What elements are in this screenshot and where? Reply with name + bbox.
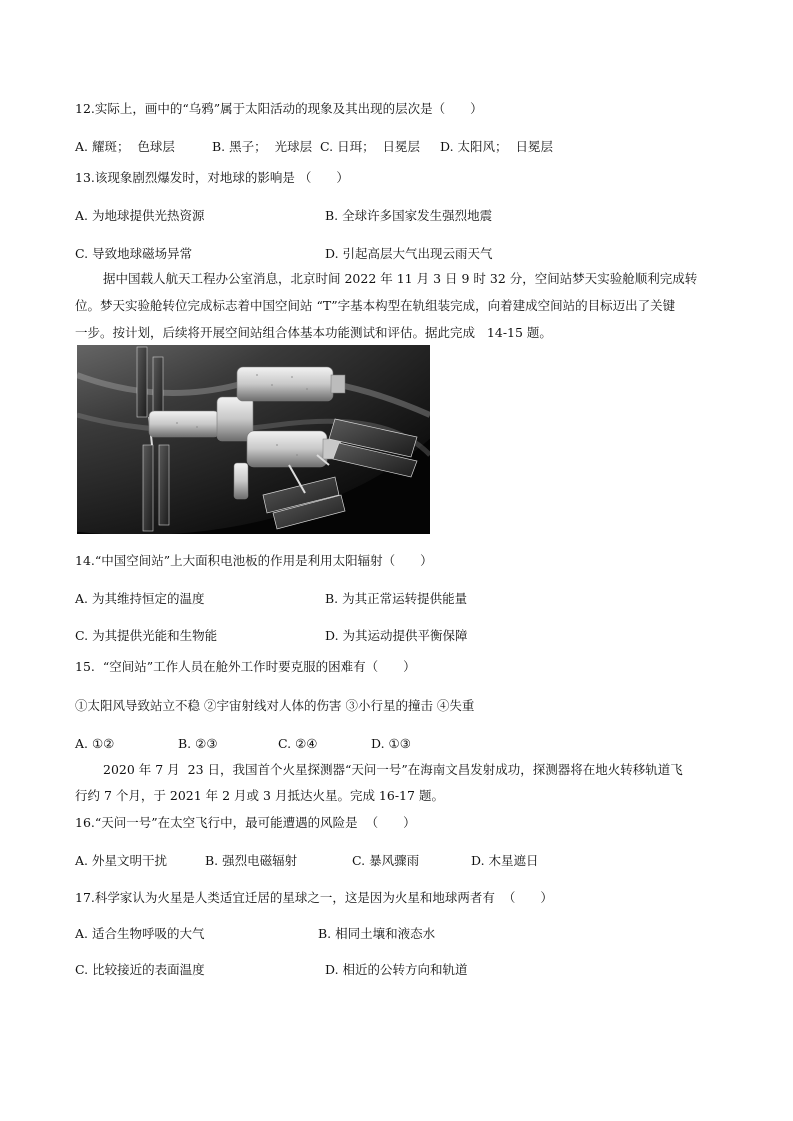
- q13-option-c: C. 导致地球磁场异常: [75, 246, 193, 261]
- q12-option-b: B. 黑子； 光球层: [212, 139, 313, 154]
- q13-option-a: A. 为地球提供光热资源: [75, 208, 205, 223]
- q15-option-a: A. ①②: [75, 736, 115, 751]
- q15-option-c: C. ②④: [278, 736, 318, 751]
- q13-stem: 13.该现象剧烈爆发时，对地球的影响是 （ ）: [75, 170, 349, 185]
- q12-stem: 12.实际上，画中的“乌鸦”属于太阳活动的现象及其出现的层次是（ ）: [75, 101, 483, 116]
- passage1-line2: 位。梦天实验舱转位完成标志着中国空间站 “T”字基本构型在轨组装完成，向着建成空间站的目标迈出了关键: [75, 298, 676, 313]
- q12-option-a: A. 耀斑； 色球层: [75, 139, 175, 154]
- q15-option-b: B. ②③: [178, 736, 218, 751]
- q17-option-c: C. 比较接近的表面温度: [75, 962, 205, 977]
- q16-stem: 16.“天问一号”在太空飞行中，最可能遭遇的风险是 （ ）: [75, 815, 416, 830]
- q16-option-d: D. 木星遮日: [471, 853, 539, 868]
- q14-option-d: D. 为其运动提供平衡保障: [325, 628, 468, 643]
- q14-option-c: C. 为其提供光能和生物能: [75, 628, 218, 643]
- passage2-line1: 2020 年 7 月 23 日，我国首个火星探测器“天问一号”在海南文昌发射成功，探测器将在地火转移轨道飞: [103, 762, 683, 777]
- q13-option-b: B. 全球许多国家发生强烈地震: [325, 208, 493, 223]
- q16-option-c: C. 暴风骤雨: [352, 853, 420, 868]
- q14-option-a: A. 为其维持恒定的温度: [75, 591, 205, 606]
- q12-option-d: D. 太阳风； 日冕层: [440, 139, 553, 154]
- q15-items: ①太阳风导致站立不稳 ②宇宙射线对人体的伤害 ③小行星的撞击 ④失重: [75, 698, 475, 713]
- q12-option-c: C. 日珥； 日冕层: [320, 139, 421, 154]
- space-station-photo: [77, 345, 430, 534]
- q17-stem: 17.科学家认为火星是人类适宜迁居的星球之一，这是因为火星和地球两者有 （ ）: [75, 890, 553, 905]
- q15-option-d: D. ①③: [371, 736, 411, 751]
- q15-stem: 15. “空间站”工作人员在舱外工作时要克服的困难有（ ）: [75, 659, 416, 674]
- passage1-line3: 一步。按计划，后续将开展空间站组合体基本功能测试和评估。据此完成 14-15 题。: [75, 325, 552, 340]
- q17-option-a: A. 适合生物呼吸的大气: [75, 926, 205, 941]
- passage2-line2: 行约 7 个月，于 2021 年 2 月或 3 月抵达火星。完成 16-17 题。: [75, 788, 444, 803]
- q14-stem: 14.“中国空间站”上大面积电池板的作用是利用太阳辐射（ ）: [75, 553, 433, 568]
- q16-option-a: A. 外星文明干扰: [75, 853, 167, 868]
- passage1-line1: 据中国载人航天工程办公室消息，北京时间 2022 年 11 月 3 日 9 时 32 分，空间站梦天实验舱顺利完成转: [103, 271, 698, 286]
- q14-option-b: B. 为其正常运转提供能量: [325, 591, 468, 606]
- q16-option-b: B. 强烈电磁辐射: [205, 853, 298, 868]
- q13-option-d: D. 引起高层大气出现云雨天气: [325, 246, 493, 261]
- q17-option-b: B. 相同土壤和液态水: [318, 926, 436, 941]
- q17-option-d: D. 相近的公转方向和轨道: [325, 962, 468, 977]
